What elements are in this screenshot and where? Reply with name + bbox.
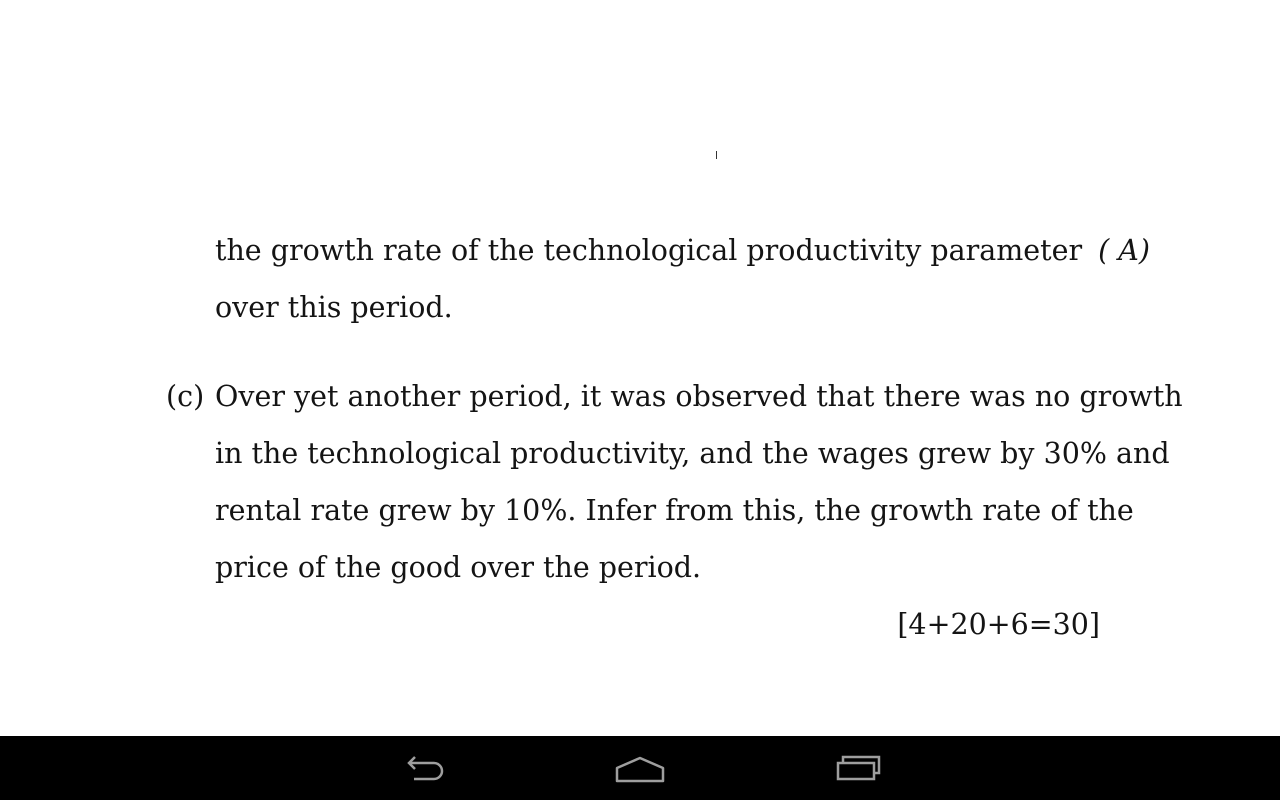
text-line (215, 539, 1108, 596)
variable-a: ( A) (1098, 234, 1150, 267)
item-c-line-3: rental rate grew by 10%. Infer from this, the growth rate of the (215, 494, 1134, 527)
page-boundary-marker (716, 151, 717, 159)
recent-apps-button[interactable] (830, 750, 886, 786)
home-icon (614, 752, 666, 784)
paragraph-b-line-2: over this period. (215, 291, 453, 324)
text-line (215, 368, 1183, 425)
item-c-label: (c) (166, 380, 205, 413)
item-c-line-4: price of the good over the period. (215, 551, 702, 584)
paragraph-b-line-1: the growth rate of the technological productivity parameter (215, 234, 1083, 267)
back-icon (400, 752, 448, 784)
home-button[interactable] (612, 750, 668, 786)
back-button[interactable] (396, 750, 452, 786)
text-line (215, 222, 1150, 279)
text-line (215, 425, 1170, 482)
marks-allocation: [4+20+6=30] (897, 608, 1100, 641)
text-line (215, 279, 1108, 336)
item-c-line-2: in the technological productivity, and the wages grew by 30% and (215, 437, 1170, 470)
item-c-line-1: Over yet another period, it was observed that there was no growth (215, 380, 1183, 413)
text-line (215, 482, 1134, 539)
recent-apps-icon (833, 752, 883, 784)
system-navigation-bar (0, 736, 1280, 800)
